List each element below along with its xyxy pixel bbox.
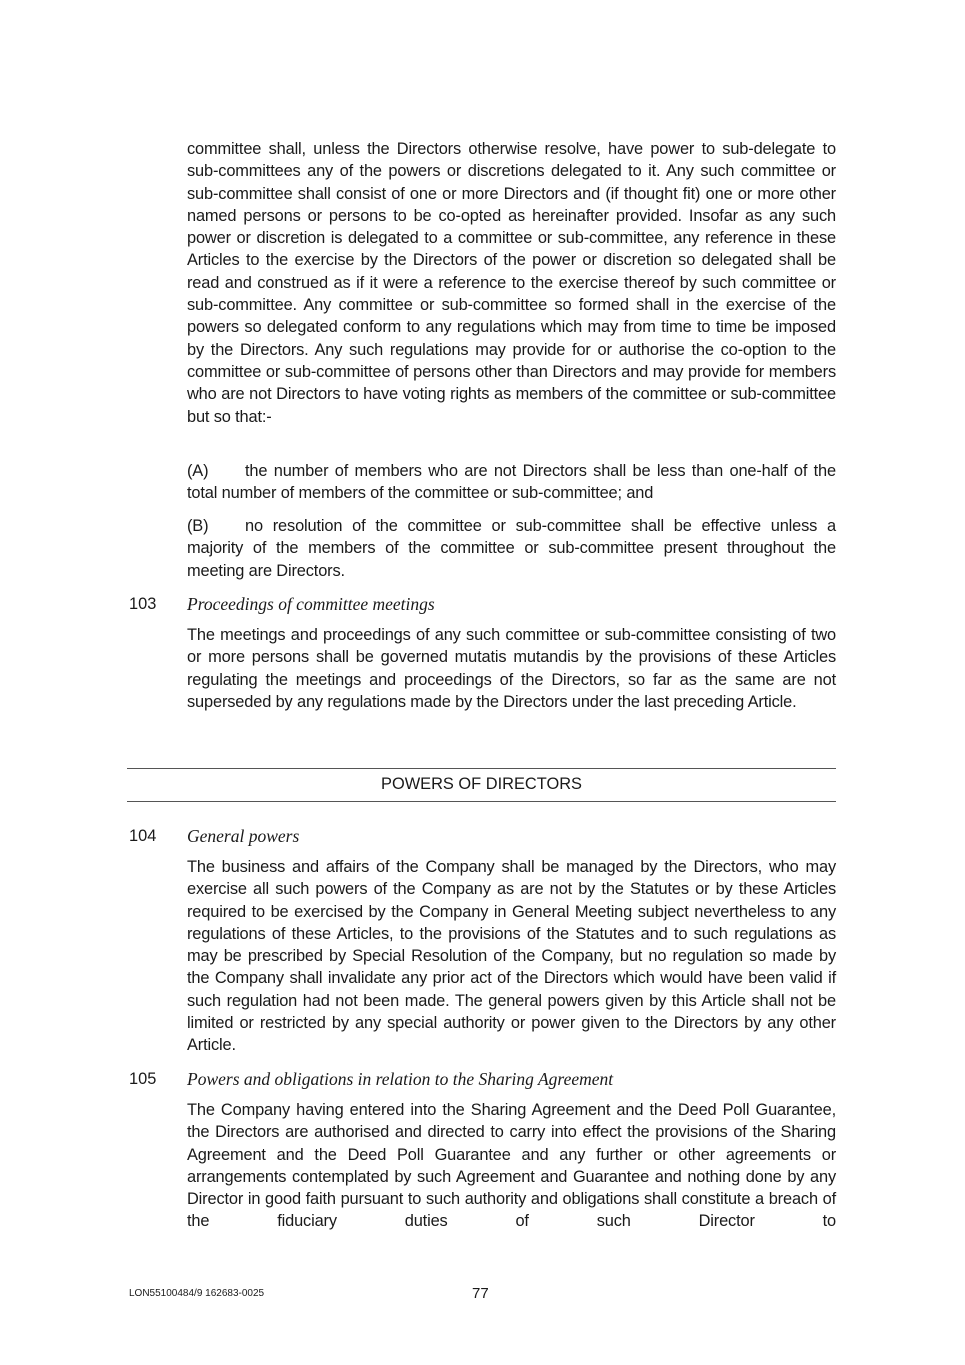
sub-item-label: (A) (187, 462, 209, 480)
sub-item-text: the number of members who are not Directors shall be less than one-half of the total number of members of the committee or sub-committee; and (187, 462, 836, 503)
paragraph-text: committee shall, unless the Directors otherwise resolve, have power to sub-delegate to sub-committees any of the powers or discretions delegated to it. Any such committee or sub-committee shall consist of one or more Directors and (if thought fit) one or more other named persons or persons to be co-opted as hereinafter provided. Insofar as any such power or discretion is delegated to a committee or sub-committee, any reference in these Articles to the exercise by the Directors of the power or discretion so delegated shall be read and construed as if it were a reference to the exercise thereof by such committee or sub-committee. Any committee or sub-committee so formed shall in the exercise of the powers so delegated conform to any regulations which may from time to time be imposed by the Directors. Any such regulations may provide for or authorise the co-option to the committee or sub-committee of persons other than Directors and may provide for members who are not Directors to have voting rights as members of the committee or sub-committee but so that:- (187, 140, 836, 426)
footer-doc-ref: LON55100484/9 162683-0025 (129, 1288, 265, 1299)
article-number: 104 (129, 827, 157, 845)
sub-item-label: (B) (187, 517, 209, 535)
section-title: POWERS OF DIRECTORS (381, 775, 582, 793)
article-text: The meetings and proceedings of any such committee or sub-committee consisting of two or more persons shall be governed mutatis mutandis by the provisions of these Articles regulating the meetings and proceedings of the Directors, so far as the same are not superseded by any regulations made by the Directors under the last preceding Article. (187, 626, 836, 711)
article-number: 103 (129, 595, 157, 613)
article-text: The Company having entered into the Sharing Agreement and the Deed Poll Guarantee, the Directors are authorised and directed to carry into effect the provisions of the Sharing Agreement and the Deed Poll Guarantee and any further or other agreements or arrangements contemplated by such Agreement and Guarantee and nothing done by any Director in good faith pursuant to such authority and obligations shall constitute a breach of the fiduciary duties of such Director to (187, 1101, 836, 1231)
sub-item-b (187, 515, 836, 582)
article-text: The business and affairs of the Company shall be managed by the Directors, who may exercise all such powers of the Company as are not by the Statutes or by these Articles required to be exercised by the Company in General Meeting subject nevertheless to any regulations of these Articles, to the provisions of the Statutes and to such regulations as may be prescribed by Special Resolution of the Company, but no regulation so made by the Company shall invalidate any prior act of the Directors which would have been valid if such regulation had not been made. The general powers given by this Article shall not be limited or restricted by any special authority or power given to the Directors by any other Article. (187, 858, 836, 1055)
section-rule-bottom (127, 801, 836, 802)
article-number: 105 (129, 1070, 157, 1088)
article-body (187, 624, 836, 713)
page-number: 77 (472, 1285, 489, 1302)
continuation-paragraph (187, 138, 836, 428)
article-body (187, 856, 836, 1057)
section-rule-top (127, 768, 836, 769)
article-heading: Proceedings of committee meetings (187, 594, 435, 614)
sub-item-a (187, 460, 836, 505)
article-heading: General powers (187, 826, 300, 846)
article-heading: Powers and obligations in relation to the Sharing Agreement (187, 1069, 614, 1089)
article-body (187, 1099, 836, 1233)
sub-item-text: no resolution of the committee or sub-committee shall be effective unless a majority of the members of the committee or sub-committee present throughout the meeting are Directors. (187, 517, 836, 580)
